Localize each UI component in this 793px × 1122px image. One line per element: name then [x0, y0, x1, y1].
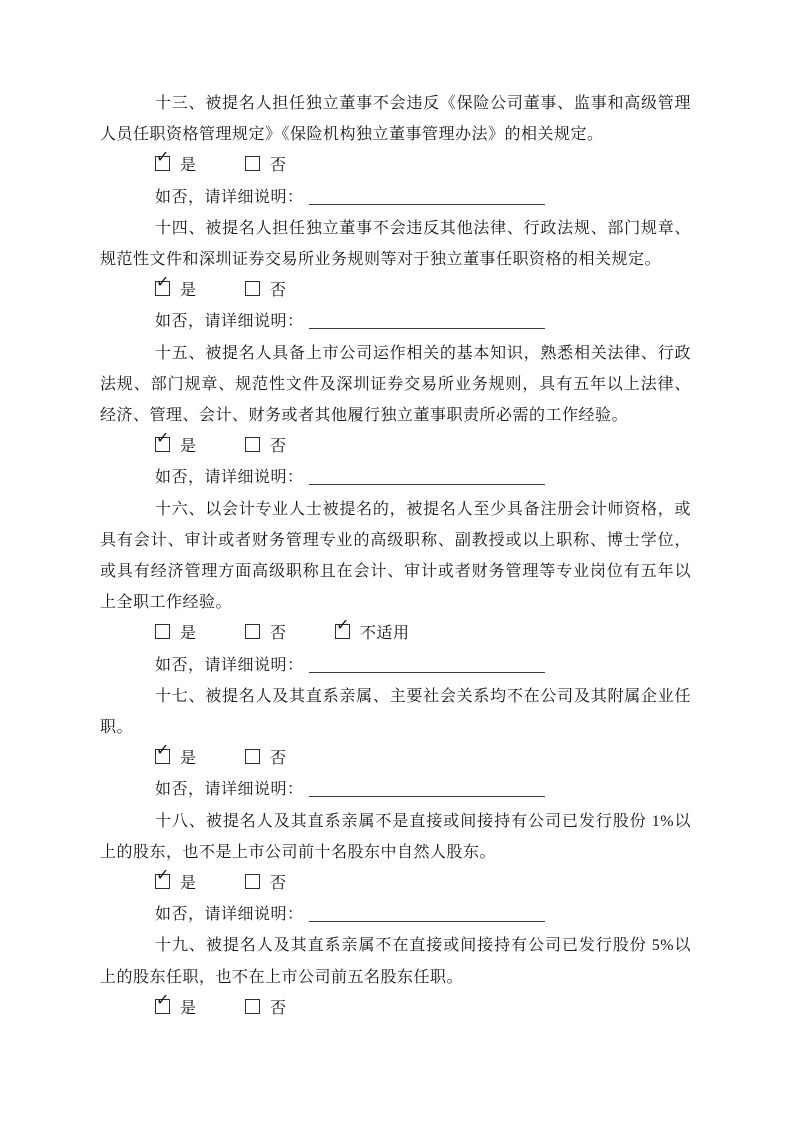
options-row [100, 989, 691, 1024]
option-no[interactable] [245, 150, 287, 181]
explanation-blank-field[interactable] [309, 905, 545, 922]
option-no[interactable] [245, 618, 287, 649]
question-item-17 [100, 681, 691, 806]
check-mark-icon: ✓ [156, 272, 170, 292]
question-text: 十四、被提名人担任独立董事不会违反其他法律、行政法规、部门规章、规范性文件和深圳证券交易所业务规则等对于独立董事任职资格的相关规定。 [100, 219, 691, 269]
option-label: 否 [270, 282, 287, 300]
option-yes[interactable] [155, 865, 197, 899]
followup-label: 如否，请详细说明： [155, 313, 304, 331]
explanation-blank-field[interactable] [309, 468, 545, 485]
option-label: 是 [180, 157, 197, 175]
followup-row [100, 182, 691, 213]
option-no[interactable] [245, 868, 287, 899]
option-no[interactable] [245, 993, 287, 1024]
checkbox-icon[interactable] [245, 749, 260, 764]
followup-row [100, 774, 691, 805]
option-label: 是 [180, 438, 197, 456]
question-item-15 [100, 338, 691, 494]
question-item-19 [100, 930, 691, 1024]
option-label: 是 [180, 625, 197, 643]
question-item-13 [100, 88, 691, 213]
option-yes[interactable] [155, 989, 197, 1024]
check-mark-icon: ✓ [156, 147, 170, 167]
explanation-blank-field[interactable] [309, 780, 545, 797]
checkbox-icon[interactable] [155, 740, 170, 764]
question-text: 十六、以会计专业人士被提名的，被提名人至少具备注册会计师资格，或具有会计、审计或者财务管理专业的高级职称、副教授或以上职称、博士学位，或具有经济管理方面高级职称且在会计、审计或者财务管理等专业岗位有五年以上全职工作经验。 [100, 500, 691, 612]
option-label: 不适用 [360, 625, 410, 643]
option-label: 否 [270, 438, 287, 456]
question-item-16 [100, 494, 691, 681]
question-text: 十三、被提名人担任独立董事不会违反《保险公司董事、监事和高级管理人员任职资格管理规定》《保险机构独立董事管理办法》的相关规定。 [100, 95, 691, 144]
options-row [100, 615, 691, 649]
options-row [100, 865, 691, 899]
checkbox-icon[interactable] [335, 615, 350, 639]
question-text: 十八、被提名人及其直系亲属不是直接或间接持有公司已发行股份 1%以上的股东，也不是上市公司前十名股东中自然人股东。 [100, 812, 691, 861]
document-page [100, 88, 691, 1024]
checkbox-icon[interactable] [245, 999, 260, 1014]
followup-label: 如否，请详细说明： [155, 656, 304, 674]
checkbox-icon[interactable] [155, 865, 170, 889]
option-label: 否 [270, 157, 287, 175]
question-text: 十七、被提名人及其直系亲属、主要社会关系均不在公司及其附属企业任职。 [100, 687, 691, 737]
option-yes[interactable] [155, 428, 197, 462]
options-row [100, 740, 691, 774]
checkbox-icon[interactable] [155, 624, 170, 639]
option-yes[interactable] [155, 272, 197, 306]
check-mark-icon: ✓ [156, 989, 170, 1009]
question-text: 十九、被提名人及其直系亲属不在直接或间接持有公司已发行股份 5%以上的股东任职，也不在上市公司前五名股东任职。 [100, 937, 691, 986]
option-label: 是 [180, 750, 197, 768]
question-item-18 [100, 806, 691, 931]
question-item-14 [100, 213, 691, 338]
option-not-applicable[interactable] [335, 615, 410, 649]
options-row [100, 428, 691, 462]
option-no[interactable] [245, 431, 287, 462]
question-text: 十五、被提名人具备上市公司运作相关的基本知识，熟悉相关法律、行政法规、部门规章、规范性文件及深圳证券交易所业务规则，具有五年以上法律、经济、管理、会计、财务或者其他履行独立董事职责所必需的工作经验。 [100, 344, 691, 425]
check-mark-icon: ✓ [336, 615, 350, 635]
options-row [100, 147, 691, 181]
followup-label: 如否，请详细说明： [155, 906, 304, 924]
option-label: 否 [270, 625, 287, 643]
checkbox-icon[interactable] [245, 874, 260, 889]
checkbox-icon[interactable] [155, 989, 170, 1014]
check-mark-icon: ✓ [156, 740, 170, 760]
options-row [100, 272, 691, 306]
followup-label: 如否，请详细说明： [155, 781, 304, 799]
followup-row [100, 650, 691, 681]
followup-label: 如否，请详细说明： [155, 469, 304, 487]
option-label: 否 [270, 875, 287, 893]
check-mark-icon: ✓ [156, 865, 170, 885]
option-label: 否 [270, 750, 287, 768]
option-no[interactable] [245, 743, 287, 774]
followup-row [100, 899, 691, 930]
followup-row [100, 306, 691, 337]
explanation-blank-field[interactable] [309, 188, 545, 205]
option-yes[interactable] [155, 147, 197, 181]
checkbox-icon[interactable] [155, 147, 170, 171]
checkbox-icon[interactable] [245, 156, 260, 171]
checkbox-icon[interactable] [245, 437, 260, 452]
checkbox-icon[interactable] [245, 281, 260, 296]
explanation-blank-field[interactable] [309, 656, 545, 673]
option-yes[interactable] [155, 618, 197, 649]
option-label: 是 [180, 999, 197, 1017]
check-mark-icon: ✓ [156, 428, 170, 448]
explanation-blank-field[interactable] [309, 312, 545, 329]
option-label: 是 [180, 282, 197, 300]
option-no[interactable] [245, 275, 287, 306]
checkbox-icon[interactable] [245, 624, 260, 639]
checkbox-icon[interactable] [155, 272, 170, 296]
followup-row [100, 462, 691, 493]
followup-label: 如否，请详细说明： [155, 188, 304, 206]
option-yes[interactable] [155, 740, 197, 774]
checkbox-icon[interactable] [155, 428, 170, 452]
option-label: 是 [180, 875, 197, 893]
option-label: 否 [270, 999, 287, 1017]
